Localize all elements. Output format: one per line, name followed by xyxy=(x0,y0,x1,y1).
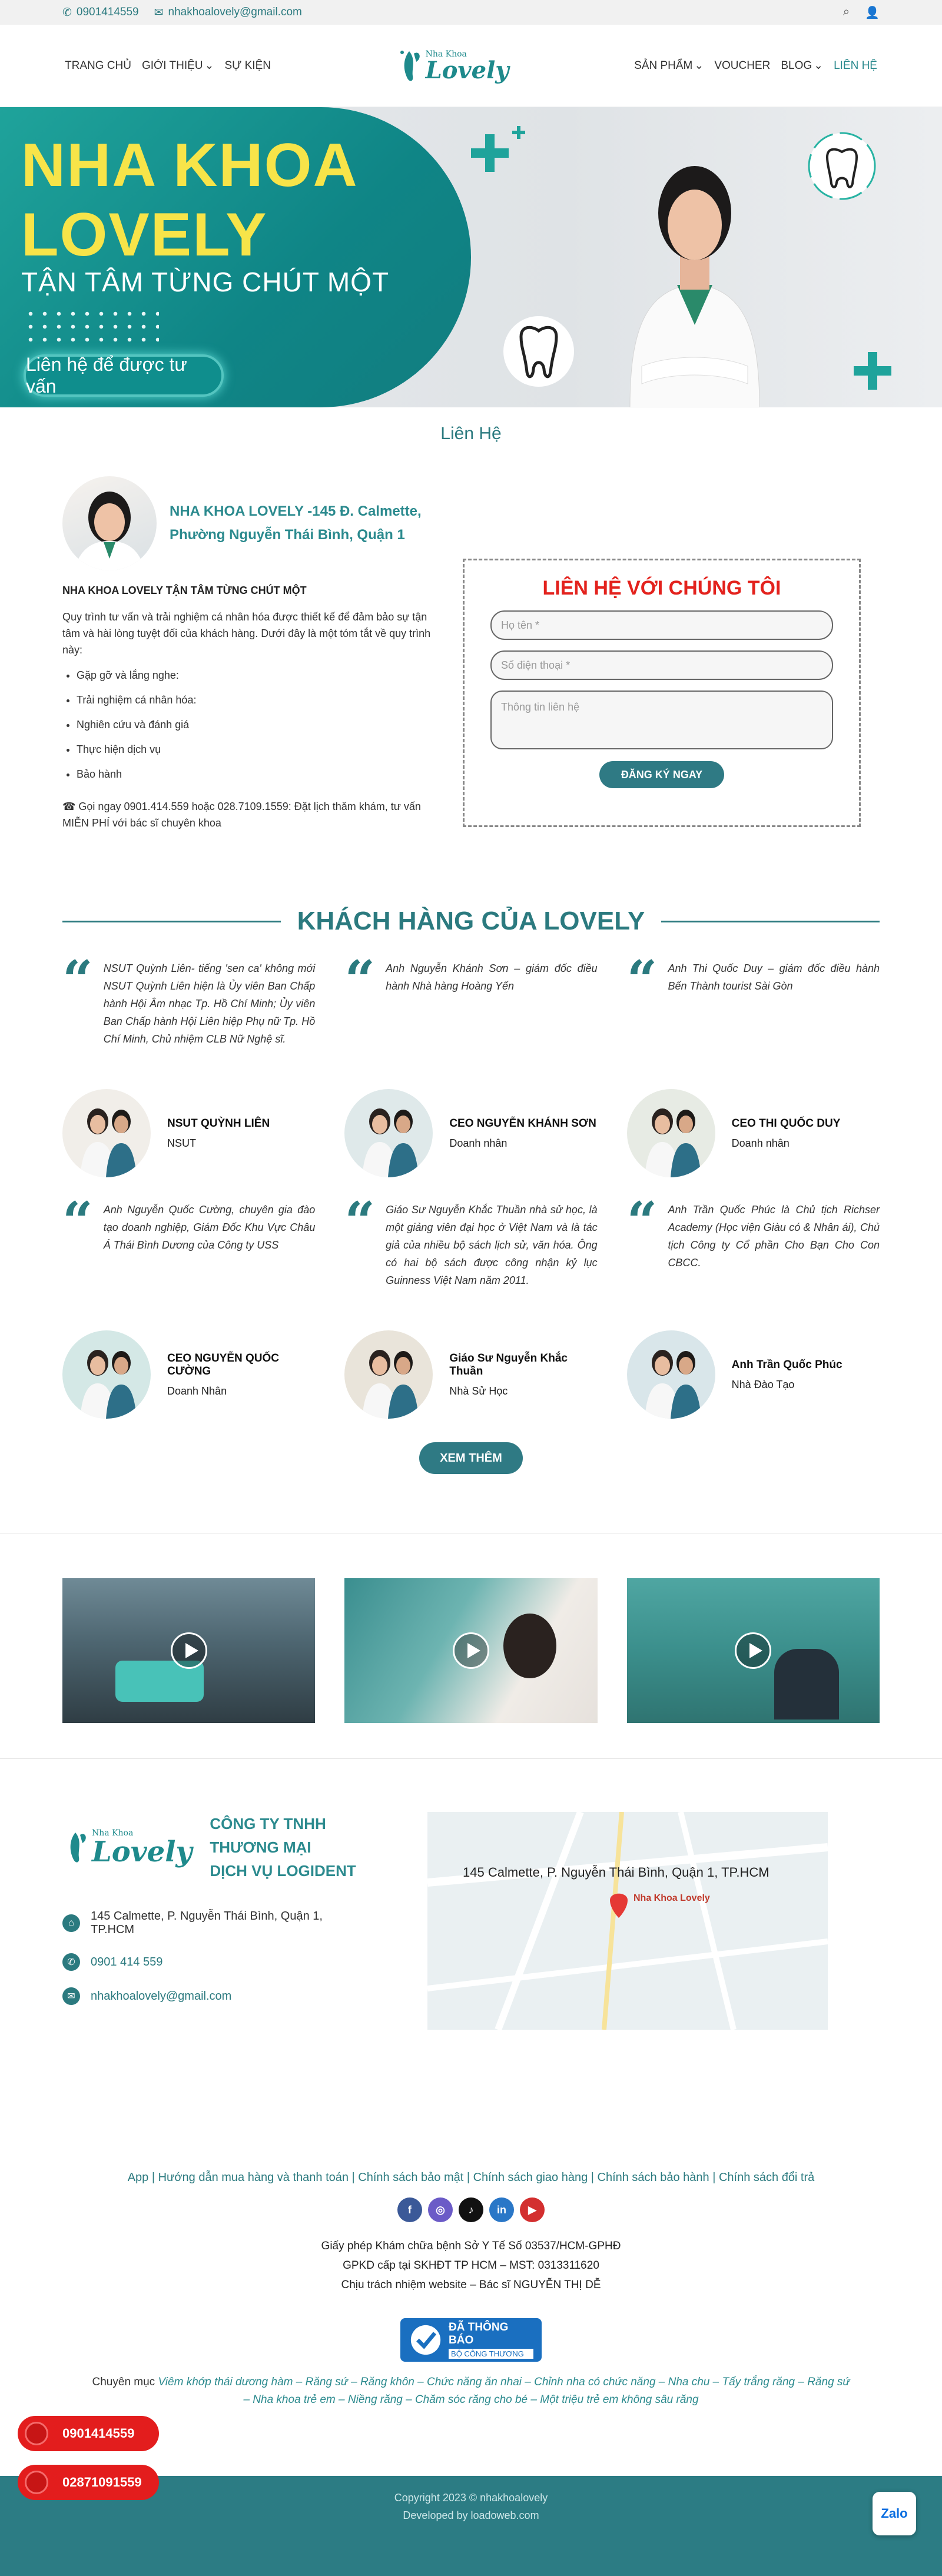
nav-left xyxy=(65,59,271,72)
testimonial-card xyxy=(62,1190,316,1419)
check-badge-icon xyxy=(409,2322,443,2358)
divider xyxy=(0,1758,942,1759)
list-item: • Bảo hành xyxy=(77,762,433,786)
top-bar xyxy=(0,0,942,25)
list-item: • Gặp gỡ và lắng nghe: xyxy=(77,663,433,688)
video-thumbnail[interactable] xyxy=(344,1578,597,1723)
map-pin-label: Nha Khoa Lovely xyxy=(633,1893,710,1903)
quote-icon: “ xyxy=(62,949,93,1011)
phone-icon: ✆ xyxy=(62,1953,80,1971)
quote-icon: “ xyxy=(62,1190,93,1253)
name-input[interactable]: Họ tên * xyxy=(490,610,833,640)
testimonial-quote: Anh Trần Quốc Phúc là Chủ tịch Richser Academy (Học viện Giàu có & Nhân ái), Chủ tịch Công ty Cổ phần Cho Bạn Cho Con CBCC. xyxy=(668,1204,880,1269)
footer-links[interactable]: App | Hướng dẫn mua hàng và thanh toán | Chính sách bảo mật | Chính sách giao hàng | Chính sách bảo hành | Chính sách đổi trả xyxy=(127,2171,815,2184)
process-list xyxy=(62,663,433,786)
quote-icon: “ xyxy=(344,949,376,1011)
customer-name: CEO THI QUỐC DUY xyxy=(731,1117,841,1130)
testimonial-card xyxy=(62,949,316,1177)
copyright-bar: Copyright 2023 © nhakhoalovely Developed by loadoweb.com xyxy=(0,2476,942,2576)
phone-icon xyxy=(25,2422,48,2445)
zalo-chat-button[interactable]: Zalo xyxy=(873,2492,916,2535)
customer-name: NSUT QUỲNH LIÊN xyxy=(167,1117,270,1130)
main-header xyxy=(0,25,942,107)
testimonial-quote: Anh Nguyễn Khánh Sơn – giám đốc điều hành Nhà hàng Hoàng Yến xyxy=(386,962,598,992)
testimonial-quote: Giáo Sư Nguyễn Khắc Thuần nhà sử học, là một giảng viên đại học ở Việt Nam và là tác giả của nhiều bộ sách lịch sử, văn hóa. Ông có hai bộ sách được công nhận kỷ lục Guinness Việt Nam năm 2011. xyxy=(386,1204,598,1286)
testimonial-quote: Anh Nguyễn Quốc Cường, chuyên gia đào tạo doanh nghiệp, Giám Đốc Khu Vực Châu Á Thái Bình Dương của Công ty USS xyxy=(103,1204,316,1251)
testimonial-card xyxy=(626,949,880,1177)
nav-item-about[interactable]: GIỚI THIỆU ⌄ xyxy=(141,59,214,72)
avatar xyxy=(62,1089,151,1177)
phone-icon xyxy=(25,2471,48,2494)
topbar-phone[interactable]: ✆ 0901414559 xyxy=(62,6,139,19)
list-item: • Thực hiện dịch vụ xyxy=(77,737,433,762)
avatar xyxy=(344,1330,433,1419)
hero-banner xyxy=(0,107,942,407)
list-item: • Nghiên cứu và đánh giá xyxy=(77,712,433,737)
testimonial-quote: NSUT Quỳnh Liên- tiếng 'sen ca' không mới NSUT Quỳnh Liên hiện là Ủy viên Ban Chấp hành Hội Âm nhạc Tp. Hồ Chí Minh; Ủy viên Ban Chấp hành Hội Liên hiệp Phụ nữ Tp. Hồ Chí Minh, Chủ nhiệm CLB Nữ Nghệ sĩ. xyxy=(103,962,316,1045)
avatar xyxy=(627,1089,715,1177)
bct-badge[interactable]: ĐÃ THÔNG BÁO BỘ CÔNG THƯƠNG xyxy=(400,2318,542,2362)
tiktok-icon[interactable]: ♪ xyxy=(459,2197,483,2222)
fairy-logo-icon xyxy=(62,1818,88,1877)
contact-section xyxy=(0,476,942,831)
chevron-down-icon: ⌄ xyxy=(204,59,214,72)
topbar-email[interactable]: ✉ nhakhoalovely@gmail.com xyxy=(154,6,302,19)
youtube-icon[interactable]: ▶ xyxy=(520,2197,545,2222)
plus-cross-icon xyxy=(842,343,907,407)
chevron-down-icon: ⌄ xyxy=(814,59,824,72)
category-links: Chuyên mục Viêm khớp thái dương hàm – Răng sứ – Răng khôn – Chức năng ăn nhai – Chỉnh nha có chức năng – Nha chu – Tẩy trắng răng – Răng sứ – Nha khoa trẻ em – Niềng răng – Chăm sóc răng cho bé – Một triệu trẻ em không sâu răng xyxy=(92,2376,850,2406)
company-name: CÔNG TY TNHH THƯƠNG MẠI DỊCH VỤ LOGIDENT xyxy=(210,1815,356,1880)
testimonial-card xyxy=(344,949,598,1177)
video-thumbnail[interactable] xyxy=(62,1578,315,1723)
contact-intro: Quy trình tư vấn và trải nghiệm cá nhân hóa được thiết kế để đảm bảo sự tận tâm và hài lòng tuyệt đối của khách hàng. Dưới đây là một tóm tắt về quy trình này: xyxy=(62,611,431,656)
nav-item-blog[interactable]: BLOG ⌄ xyxy=(781,59,824,72)
avatar xyxy=(62,1330,151,1419)
linkedin-icon[interactable]: in xyxy=(489,2197,514,2222)
customer-name: Anh Trần Quốc Phúc xyxy=(731,1358,843,1371)
customer-role: Nhà Sử Học xyxy=(449,1385,508,1397)
clinic-address-title: NHA KHOA LOVELY -145 Đ. Calmette, Phường Nguyễn Thái Bình, Quận 1 xyxy=(170,503,422,543)
person-shape xyxy=(774,1649,839,1719)
footer-info xyxy=(0,1812,942,2030)
message-textarea[interactable]: Thông tin liên hệ xyxy=(490,691,833,749)
video-thumbnail[interactable] xyxy=(627,1578,880,1723)
quote-icon: “ xyxy=(626,1190,658,1253)
call-to-action-text: ☎ Gọi ngay 0901.414.559 hoặc 028.7109.1559: Đặt lịch thăm khám, tư vấn MIỄN PHÍ với bác sĩ chuyên khoa xyxy=(62,801,421,829)
mail-icon: ✉ xyxy=(62,1987,80,2005)
quote-icon: “ xyxy=(626,949,658,1011)
user-icon[interactable]: 👤 xyxy=(865,6,880,19)
play-icon xyxy=(453,1632,489,1669)
testimonial-quote: Anh Thi Quốc Duy – giám đốc điều hành Bến Thành tourist Sài Gòn xyxy=(668,962,880,992)
footer-email[interactable]: ✉ nhakhoalovely@gmail.com xyxy=(62,1987,369,2005)
phone-input[interactable]: Số điện thoại * xyxy=(490,650,833,680)
facebook-icon[interactable]: f xyxy=(397,2197,422,2222)
google-map[interactable] xyxy=(427,1812,828,2030)
customer-role: Doanh nhân xyxy=(449,1137,508,1149)
mail-icon: ✉ xyxy=(154,6,164,19)
nav-item-products[interactable]: SẢN PHẨM ⌄ xyxy=(634,59,704,72)
submit-button[interactable]: ĐĂNG KÝ NGAY xyxy=(599,761,724,788)
site-logo[interactable]: Nha Khoa Lovely xyxy=(396,47,509,85)
social-icons xyxy=(0,2197,942,2222)
form-title: LIÊN HỆ VỚI CHÚNG TÔI xyxy=(542,577,781,599)
divider xyxy=(62,921,281,922)
nav-right xyxy=(634,59,877,72)
quote-icon: “ xyxy=(344,1190,376,1253)
contact-heading: NHA KHOA LOVELY TẬN TÂM TỪNG CHÚT MỘT xyxy=(62,585,307,596)
map-address: 145 Calmette, P. Nguyễn Thái Bình, Quận 1, TP.HCM xyxy=(463,1865,769,1880)
customer-name: Giáo Sư Nguyễn Khắc Thuần xyxy=(449,1352,568,1377)
instagram-icon[interactable]: ◎ xyxy=(428,2197,453,2222)
footer-address: ⌂ 145 Calmette, P. Nguyễn Thái Bình, Quận 1, TP.HCM xyxy=(62,1910,369,1937)
hero-cta-button[interactable]: Liên hệ để được tư vấn xyxy=(24,354,224,397)
page-title: Liên Hệ xyxy=(440,424,502,443)
avatar xyxy=(627,1330,715,1419)
phone-icon: ✆ xyxy=(62,6,72,19)
license-info: Giấy phép Khám chữa bệnh Sở Y Tế Số 03537/HCM-GPHĐ GPKD cấp tại SKHĐT TP HCM – MST: 0313311620 Chịu trách nhiệm website – Bác sĩ NGUYỄN THỊ DỄ xyxy=(321,2240,621,2291)
avatar xyxy=(344,1089,433,1177)
customers-heading: KHÁCH HÀNG CỦA LOVELY xyxy=(0,907,942,936)
tooth-badge-icon xyxy=(801,125,883,207)
nav-item-events[interactable]: SỰ KIỆN xyxy=(224,59,271,72)
testimonial-card xyxy=(626,1190,880,1419)
contact-form xyxy=(463,559,861,827)
customer-role: Doanh Nhân xyxy=(167,1385,227,1397)
customer-name: CEO NGUYỄN KHÁNH SƠN xyxy=(449,1117,596,1130)
nav-item-home[interactable]: TRANG CHỦ xyxy=(65,59,131,72)
see-more-button[interactable]: XEM THÊM xyxy=(419,1442,523,1474)
call-button-1[interactable]: 0901414559 xyxy=(18,2416,159,2451)
customer-role: Nhà Đào Tạo xyxy=(731,1378,795,1390)
customer-role: Doanh nhân xyxy=(731,1137,790,1149)
dot-pattern xyxy=(24,307,159,346)
plus-cross-icon xyxy=(459,125,530,190)
doctor-photo xyxy=(606,131,783,407)
person-shape xyxy=(503,1614,556,1678)
nav-item-contact[interactable]: LIÊN HỆ xyxy=(834,59,877,72)
divider xyxy=(661,921,880,922)
testimonial-card xyxy=(344,1190,598,1419)
customer-role: NSUT xyxy=(167,1137,196,1149)
chevron-down-icon: ⌄ xyxy=(694,59,704,72)
call-button-2[interactable]: 02871091559 xyxy=(18,2465,159,2500)
search-icon[interactable]: ⌕ xyxy=(843,5,850,18)
footer-logo[interactable]: Nha Khoa Lovely xyxy=(62,1818,192,1877)
play-icon xyxy=(735,1632,771,1669)
footer-phone[interactable]: ✆ 0901 414 559 xyxy=(62,1953,369,1971)
hero-title: NHA KHOA LOVELY xyxy=(21,131,359,269)
fairy-logo-icon xyxy=(396,47,422,85)
nav-item-voucher[interactable]: VOUCHER xyxy=(714,59,771,72)
doctor-avatar xyxy=(62,476,157,570)
play-icon xyxy=(171,1632,207,1669)
tooth-icon xyxy=(500,307,577,396)
home-icon: ⌂ xyxy=(62,1914,80,1932)
testimonials-grid xyxy=(0,949,942,1419)
customer-name: CEO NGUYỄN QUỐC CƯỜNG xyxy=(167,1352,280,1377)
list-item: • Trải nghiệm cá nhân hóa: xyxy=(77,688,433,712)
hero-tagline: TẬN TÂM TỪNG CHÚT MỘT xyxy=(21,267,390,297)
video-gallery xyxy=(0,1578,942,1723)
